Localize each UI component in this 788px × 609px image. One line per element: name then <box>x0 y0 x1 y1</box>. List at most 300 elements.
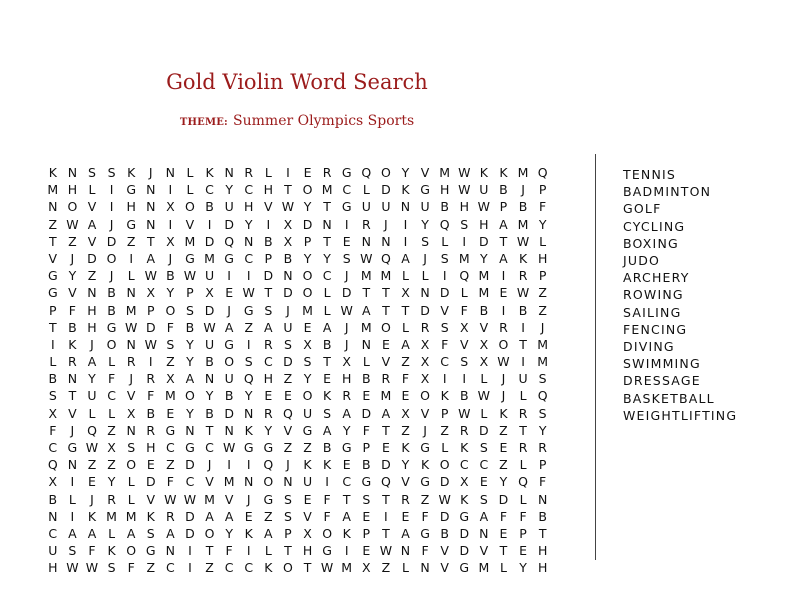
grid-letter: X <box>48 405 58 421</box>
grid-letter: O <box>498 336 509 352</box>
grid-letter: U <box>48 543 58 559</box>
grid-letter: S <box>362 491 371 507</box>
grid-letter: T <box>499 543 508 559</box>
grid-letter: F <box>499 508 508 524</box>
grid-letter: M <box>106 508 117 524</box>
column-divider <box>595 154 596 560</box>
grid-letter: G <box>459 508 470 524</box>
grid-letter: V <box>68 405 77 421</box>
grid-letter: S <box>146 525 155 541</box>
grid-letter: Y <box>166 285 175 301</box>
grid-letter: L <box>68 491 76 507</box>
grid-letter: F <box>88 543 96 559</box>
theme-label: THEME: <box>179 117 228 128</box>
grid-letter: Y <box>186 354 194 370</box>
grid-letter: J <box>246 491 251 507</box>
grid-letter: G <box>302 422 313 438</box>
grid-letter: K <box>87 508 97 524</box>
grid-letter: O <box>106 336 117 352</box>
grid-letter: T <box>48 319 57 335</box>
word-list-item: BASKETBALL <box>623 390 715 406</box>
grid-letter: R <box>459 422 469 438</box>
grid-letter: O <box>283 560 293 576</box>
grid-row <box>43 422 563 439</box>
grid-letter: V <box>420 165 430 180</box>
grid-letter: K <box>499 405 508 421</box>
grid-letter: M <box>125 302 137 318</box>
word-list-item: BOXING <box>623 235 679 251</box>
grid-letter: W <box>85 560 99 576</box>
grid-letter: L <box>88 182 96 198</box>
grid-letter: W <box>516 285 530 301</box>
grid-letter: M <box>478 560 490 576</box>
grid-row <box>43 250 563 267</box>
grid-letter: C <box>165 440 175 455</box>
grid-letter: G <box>126 216 137 232</box>
grid-letter: B <box>68 319 77 335</box>
grid-letter: B <box>205 405 214 421</box>
grid-letter: K <box>264 560 273 576</box>
grid-letter: Q <box>361 165 372 180</box>
grid-letter: E <box>303 319 312 335</box>
grid-letter: X <box>166 371 175 387</box>
grid-letter: F <box>107 371 116 387</box>
grid-letter: L <box>186 165 194 180</box>
grid-letter: K <box>401 182 410 198</box>
grid-letter: I <box>384 508 388 524</box>
grid-letter: Z <box>205 560 214 576</box>
grid-letter: D <box>185 508 195 524</box>
grid-letter: B <box>107 302 116 318</box>
grid-letter: E <box>342 233 351 249</box>
grid-letter: A <box>401 336 410 352</box>
grid-letter: C <box>244 250 254 266</box>
grid-letter: Q <box>439 216 450 232</box>
grid-letter: J <box>168 250 173 266</box>
grid-letter: Z <box>401 422 410 438</box>
grid-letter: H <box>126 199 136 215</box>
grid-letter: B <box>538 508 547 524</box>
grid-letter: S <box>479 491 488 507</box>
grid-letter: J <box>423 422 427 438</box>
grid-letter: K <box>342 525 351 541</box>
grid-letter: C <box>342 474 352 490</box>
grid-letter: T <box>48 233 57 249</box>
grid-row <box>43 405 563 422</box>
grid-letter: A <box>264 319 273 335</box>
grid-letter: U <box>224 199 234 215</box>
grid-letter: A <box>87 354 97 370</box>
grid-letter: I <box>266 216 271 232</box>
grid-letter: S <box>48 388 57 404</box>
grid-letter: I <box>70 508 75 524</box>
grid-letter: Y <box>499 474 508 490</box>
grid-letter: Z <box>264 508 273 524</box>
grid-letter: L <box>441 440 449 455</box>
grid-letter: X <box>362 560 371 576</box>
word-list-item: SAILING <box>623 304 682 320</box>
grid-letter: L <box>88 405 96 421</box>
grid-letter: S <box>283 508 292 524</box>
grid-letter: P <box>303 233 312 249</box>
grid-letter: C <box>205 440 214 455</box>
grid-letter: F <box>441 336 449 352</box>
grid-letter: A <box>322 319 332 335</box>
grid-letter: L <box>362 182 370 198</box>
grid-letter: D <box>302 216 313 232</box>
grid-letter: Y <box>68 268 77 284</box>
grid-letter: A <box>166 525 175 541</box>
grid-letter: X <box>166 199 175 215</box>
grid-letter: J <box>109 216 114 232</box>
grid-letter: S <box>244 354 253 370</box>
grid-letter: U <box>302 405 313 421</box>
grid-letter: P <box>362 525 371 541</box>
grid-letter: J <box>286 457 290 473</box>
grid-letter: B <box>48 371 58 387</box>
grid-letter: K <box>420 457 430 473</box>
grid-letter: J <box>129 371 134 387</box>
grid-letter: M <box>321 182 333 198</box>
grid-letter: I <box>521 319 525 335</box>
grid-letter: E <box>303 165 312 180</box>
grid-letter: X <box>107 440 116 455</box>
grid-letter: E <box>362 508 371 524</box>
grid-letter: Q <box>243 371 254 387</box>
grid-letter: L <box>127 268 135 284</box>
grid-letter: I <box>403 216 408 232</box>
grid-letter: M <box>478 268 490 284</box>
grid-letter: J <box>521 182 525 198</box>
grid-letter: X <box>166 233 175 249</box>
grid-letter: Q <box>263 457 274 473</box>
grid-letter: K <box>146 508 155 524</box>
grid-letter: H <box>263 182 274 198</box>
grid-letter: T <box>382 525 390 541</box>
grid-letter: P <box>538 457 547 473</box>
word-list-item: GOLF <box>623 201 662 217</box>
grid-letter: S <box>460 216 469 232</box>
grid-letter: M <box>204 491 215 507</box>
grid-row <box>43 473 563 490</box>
grid-letter: M <box>478 285 490 301</box>
grid-letter: V <box>420 405 430 421</box>
grid-letter: N <box>537 491 548 507</box>
grid-letter: D <box>459 543 470 559</box>
grid-letter: L <box>108 525 116 541</box>
grid-letter: X <box>401 405 410 421</box>
grid-letter: L <box>264 165 272 180</box>
grid-letter: K <box>518 250 528 266</box>
grid-letter: K <box>460 440 469 455</box>
grid-letter: S <box>538 405 547 421</box>
grid-letter: T <box>382 491 390 507</box>
grid-letter: X <box>459 319 469 335</box>
grid-letter: E <box>88 474 96 490</box>
grid-letter: T <box>519 336 527 352</box>
grid-letter: R <box>263 405 273 421</box>
grid-letter: J <box>344 336 349 352</box>
grid-letter: D <box>439 285 450 301</box>
grid-letter: L <box>421 268 429 284</box>
grid-letter: I <box>70 474 75 490</box>
grid-row <box>43 456 563 473</box>
grid-letter: Q <box>47 457 58 473</box>
grid-letter: L <box>323 302 331 318</box>
word-list-item: WEIGHTLIFTING <box>623 407 738 423</box>
grid-letter: Y <box>107 474 116 490</box>
grid-letter: Z <box>107 457 116 473</box>
grid-letter: T <box>68 388 77 404</box>
grid-letter: C <box>48 525 58 541</box>
grid-letter: Y <box>88 371 96 387</box>
grid-letter: S <box>283 491 292 507</box>
grid-letter: Y <box>244 388 253 404</box>
grid-letter: M <box>360 319 372 335</box>
grid-letter: F <box>460 302 468 318</box>
grid-letter: J <box>109 268 114 284</box>
grid-letter: N <box>224 422 234 438</box>
grid-letter: E <box>381 336 390 352</box>
grid-letter: A <box>264 525 273 541</box>
grid-letter: O <box>263 474 274 490</box>
grid-letter: J <box>384 216 388 232</box>
grid-letter: N <box>126 336 136 352</box>
grid-letter: A <box>146 250 156 266</box>
grid-letter: Y <box>303 371 312 387</box>
grid-letter: I <box>462 233 467 249</box>
theme-value: Summer Olympics Sports <box>233 113 415 129</box>
grid-letter: I <box>462 371 467 387</box>
grid-letter: N <box>420 285 430 301</box>
grid-letter: B <box>48 491 58 507</box>
grid-letter: J <box>286 302 290 318</box>
grid-letter: M <box>302 302 313 318</box>
grid-letter: J <box>148 165 153 180</box>
grid-letter: A <box>401 250 410 266</box>
grid-letter: L <box>264 543 272 559</box>
grid-letter: R <box>126 354 136 370</box>
grid-letter: O <box>302 285 313 301</box>
grid-letter: K <box>107 543 116 559</box>
grid-letter: S <box>68 543 77 559</box>
grid-letter: F <box>166 474 174 490</box>
grid-letter: N <box>146 216 156 232</box>
grid-letter: Z <box>538 302 547 318</box>
grid-letter: C <box>244 182 254 198</box>
grid-letter: R <box>342 388 352 404</box>
grid-letter: N <box>283 268 293 284</box>
grid-letter: W <box>360 250 373 266</box>
grid-letter: T <box>284 543 292 559</box>
grid-row <box>43 508 563 525</box>
grid-letter: I <box>246 336 251 352</box>
grid-letter: T <box>303 560 312 576</box>
grid-letter: N <box>204 371 215 387</box>
grid-letter: R <box>401 491 410 507</box>
grid-letter: J <box>344 319 349 335</box>
grid-letter: S <box>479 440 488 455</box>
grid-letter: Z <box>303 440 312 455</box>
grid-letter: Y <box>323 250 331 266</box>
grid-letter: J <box>423 250 427 266</box>
grid-letter: G <box>47 268 58 284</box>
grid-letter: B <box>479 302 489 318</box>
grid-letter: W <box>222 440 236 455</box>
grid-letter: E <box>283 388 292 404</box>
grid-letter: B <box>440 199 449 215</box>
grid-letter: O <box>439 457 450 473</box>
grid-letter: X <box>479 354 489 370</box>
grid-letter: S <box>166 336 175 352</box>
grid-letter: L <box>108 354 116 370</box>
grid-letter: D <box>420 302 430 318</box>
grid-letter: H <box>244 199 254 215</box>
grid-letter: I <box>286 165 290 180</box>
grid-letter: T <box>146 233 155 249</box>
grid-letter: C <box>440 354 450 370</box>
grid-letter: O <box>165 302 176 318</box>
grid-letter: A <box>185 371 195 387</box>
grid-letter: W <box>66 216 79 232</box>
grid-letter: V <box>87 233 97 249</box>
grid-letter: I <box>129 250 134 266</box>
grid-letter: I <box>344 216 349 232</box>
grid-letter: S <box>107 165 116 180</box>
grid-letter: I <box>188 560 192 576</box>
grid-letter: T <box>538 525 547 541</box>
grid-letter: T <box>401 302 410 318</box>
grid-letter: W <box>85 440 99 455</box>
grid-letter: R <box>322 165 332 180</box>
grid-letter: Y <box>225 525 233 541</box>
grid-letter: M <box>125 508 137 524</box>
grid-letter: F <box>127 560 135 576</box>
grid-letter: B <box>146 405 156 421</box>
grid-letter: N <box>244 233 254 249</box>
grid-letter: B <box>264 233 273 249</box>
grid-letter: Z <box>166 457 175 473</box>
grid-letter: X <box>126 405 136 421</box>
grid-letter: Y <box>186 336 194 352</box>
grid-letter: Z <box>440 422 449 438</box>
grid-letter: N <box>165 543 176 559</box>
grid-letter: D <box>381 457 391 473</box>
grid-letter: Y <box>401 457 410 473</box>
grid-letter: N <box>185 422 195 438</box>
grid-letter: D <box>204 233 215 249</box>
grid-letter: W <box>164 491 177 507</box>
grid-letter: C <box>107 388 116 404</box>
grid-row <box>43 164 563 181</box>
grid-letter: X <box>283 233 293 249</box>
grid-letter: Z <box>244 319 254 335</box>
grid-letter: D <box>439 474 450 490</box>
grid-letter: O <box>224 354 235 370</box>
grid-letter: B <box>322 440 332 455</box>
grid-letter: R <box>381 371 391 387</box>
grid-letter: S <box>88 165 96 180</box>
grid-letter: X <box>48 474 58 490</box>
grid-letter: O <box>126 457 137 473</box>
grid-letter: I <box>246 268 251 284</box>
grid-letter: B <box>166 268 175 284</box>
grid-letter: R <box>146 422 156 438</box>
grid-letter: H <box>146 440 156 455</box>
grid-letter: N <box>224 165 234 180</box>
grid-letter: I <box>148 354 153 370</box>
grid-letter: L <box>480 371 488 387</box>
grid-letter: N <box>67 371 78 387</box>
word-list-item: CYCLING <box>623 218 686 234</box>
grid-letter: D <box>145 319 156 335</box>
grid-letter: I <box>246 543 251 559</box>
grid-letter: L <box>460 285 468 301</box>
grid-letter: W <box>516 233 530 249</box>
grid-letter: V <box>185 216 195 232</box>
grid-letter: A <box>87 216 97 232</box>
grid-letter: C <box>342 182 352 198</box>
grid-letter: M <box>164 388 176 404</box>
grid-letter: P <box>499 199 508 215</box>
grid-letter: M <box>184 233 196 249</box>
grid-letter: N <box>165 165 176 180</box>
grid-letter: N <box>479 525 489 541</box>
grid-letter: P <box>538 268 547 284</box>
grid-letter: S <box>538 371 547 387</box>
word-list <box>623 166 737 424</box>
grid-letter: J <box>501 371 506 387</box>
grid-letter: V <box>264 199 273 215</box>
grid-letter: E <box>146 457 155 473</box>
grid-letter: G <box>341 440 352 455</box>
grid-letter: S <box>107 560 116 576</box>
grid-letter: F <box>519 508 527 524</box>
grid-letter: E <box>362 543 371 559</box>
grid-letter: L <box>519 388 527 404</box>
grid-letter: Z <box>283 371 293 387</box>
grid-letter: F <box>421 508 429 524</box>
grid-letter: L <box>108 405 116 421</box>
grid-letter: Y <box>421 216 429 232</box>
grid-letter: Q <box>224 233 235 249</box>
grid-letter: Q <box>87 422 97 438</box>
grid-letter: Z <box>283 440 293 455</box>
grid-letter: J <box>501 388 506 404</box>
grid-letter: F <box>401 371 410 387</box>
grid-letter: X <box>420 336 430 352</box>
grid-letter: O <box>302 388 313 404</box>
grid-letter: K <box>323 457 332 473</box>
grid-letter: L <box>127 491 135 507</box>
grid-letter: S <box>440 250 449 266</box>
grid-letter: G <box>263 440 274 455</box>
grid-letter: W <box>183 491 197 507</box>
grid-row <box>43 439 563 456</box>
grid-letter: P <box>440 405 449 421</box>
grid-letter: W <box>320 560 334 576</box>
grid-letter: A <box>479 508 489 524</box>
grid-letter: Z <box>87 268 97 284</box>
grid-letter: H <box>537 543 548 559</box>
grid-letter: D <box>361 405 372 421</box>
grid-letter: G <box>224 250 234 266</box>
grid-letter: Z <box>126 233 136 249</box>
grid-letter: A <box>381 405 391 421</box>
grid-letter: P <box>186 285 194 301</box>
grid-letter: P <box>49 302 57 318</box>
grid-letter: X <box>459 474 469 490</box>
